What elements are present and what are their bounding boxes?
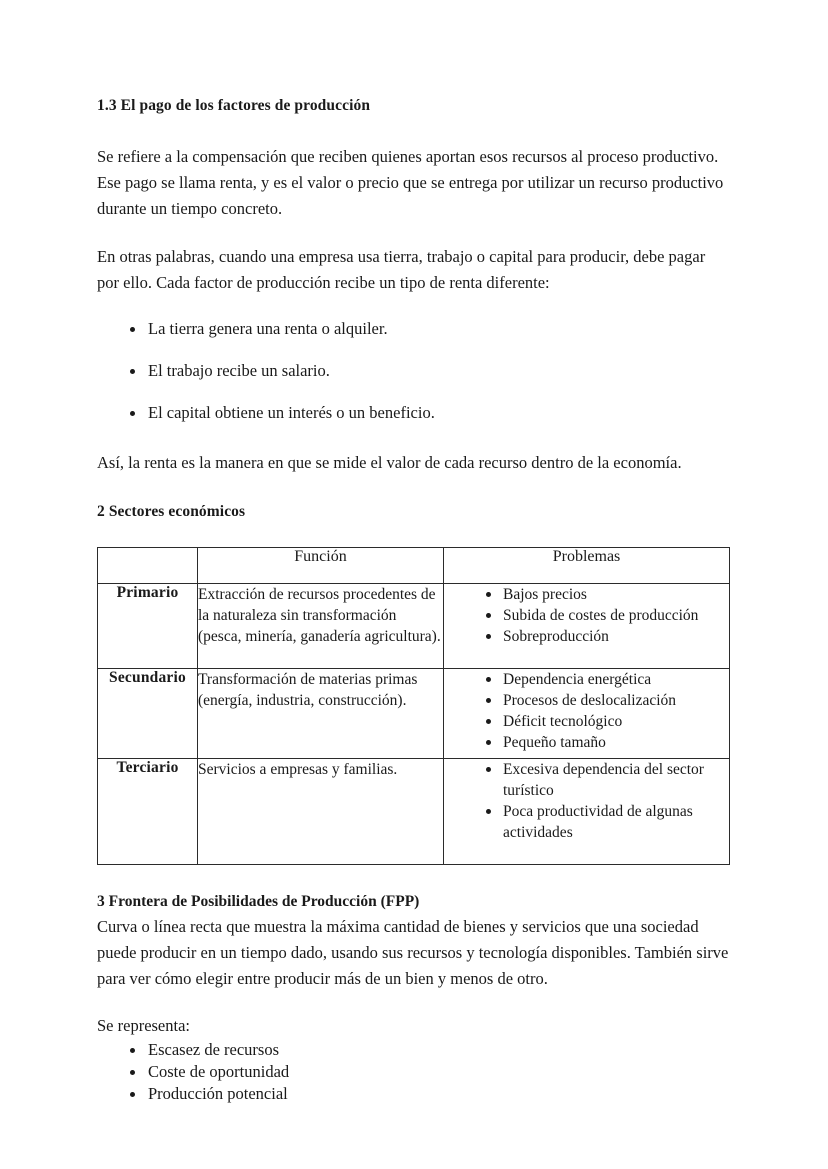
table-header-cell-empty <box>98 547 198 583</box>
list-item: Subida de costes de producción <box>444 605 729 626</box>
document-content <box>97 96 731 1105</box>
list-tipos-de-renta <box>97 316 731 426</box>
table-cell-problemas <box>444 758 730 864</box>
spacer <box>97 117 731 144</box>
table-header-row <box>98 547 730 583</box>
table-row <box>98 758 730 864</box>
list-item: El capital obtiene un interés o un beneficio. <box>97 400 731 426</box>
spacer <box>97 476 731 502</box>
table-cell-funcion: Extracción de recursos procedentes de la naturaleza sin transformación (pesca, minería, ganadería agricultura). <box>198 583 444 668</box>
table-body <box>98 583 730 864</box>
table-row <box>98 583 730 668</box>
spacer <box>97 296 731 316</box>
heading-1-3: 1.3 El pago de los factores de producción <box>97 97 371 114</box>
list-item: Procesos de deslocalización <box>444 690 729 711</box>
spacer <box>97 426 731 450</box>
paragraph-pago-definicion: Se refiere a la compensación que reciben quienes aportan esos recursos al proceso productivo. Ese pago se llama renta, y es el valor o precio que se entrega por utilizar un recurso productivo durante un tiempo concreto. <box>97 146 724 218</box>
spacer <box>97 222 731 244</box>
table-sectores-economicos <box>97 547 730 865</box>
list-item: Coste de oportunidad <box>97 1061 731 1083</box>
list-item: Pequeño tamaño <box>444 732 729 753</box>
list-item: Producción potencial <box>97 1083 731 1105</box>
heading-2-sectores: 2 Sectores económicos <box>97 502 246 520</box>
spacer <box>97 523 731 547</box>
spacer <box>97 992 731 1013</box>
table-header <box>98 547 730 583</box>
list-item: Sobreproducción <box>444 626 729 647</box>
table-cell-sector: Primario <box>98 583 198 668</box>
list-item: Escasez de recursos <box>97 1039 731 1061</box>
problemas-list <box>444 669 729 753</box>
table-cell-problemas <box>444 583 730 668</box>
problemas-list <box>444 759 729 843</box>
table-cell-sector: Secundario <box>98 668 198 758</box>
list-item: El trabajo recibe un salario. <box>97 358 731 384</box>
list-item: Déficit tecnológico <box>444 711 729 732</box>
heading-3-fpp: 3 Frontera de Posibilidades de Producción (FPP) <box>97 892 420 910</box>
paragraph-renta-conclusion: Así, la renta es la manera en que se mide el valor de cada recurso dentro de la economía. <box>97 452 682 472</box>
table-header-cell-funcion: Función <box>198 547 444 583</box>
table-cell-problemas <box>444 668 730 758</box>
subheading-se-representa: Se representa: <box>97 1015 190 1035</box>
list-item: La tierra genera una renta o alquiler. <box>97 316 731 342</box>
table-cell-sector: Terciario <box>98 758 198 864</box>
list-item: Excesiva dependencia del sector turístico <box>444 759 729 801</box>
paragraph-factores-renta: En otras palabras, cuando una empresa usa tierra, trabajo o capital para producir, debe pagar por ello. Cada factor de producción recibe un tipo de renta diferente: <box>97 246 706 292</box>
table-cell-funcion: Servicios a empresas y familias. <box>198 758 444 864</box>
paragraph-fpp-definicion: Curva o línea recta que muestra la máxima cantidad de bienes y servicios que una sociedad puede producir en un tiempo dado, usando sus recursos y tecnología disponibles. También sirve para ver cómo elegir entre producir más de un bien y menos de otro. <box>97 916 729 988</box>
problemas-list <box>444 584 729 647</box>
table-row <box>98 668 730 758</box>
list-item: Poca productividad de algunas actividades <box>444 801 729 843</box>
table-cell-funcion: Transformación de materias primas (energía, industria, construcción). <box>198 668 444 758</box>
spacer <box>97 865 731 891</box>
list-item: Bajos precios <box>444 584 729 605</box>
list-item: Dependencia energética <box>444 669 729 690</box>
table-header-cell-problemas: Problemas <box>444 547 730 583</box>
list-fpp-elementos <box>97 1039 731 1105</box>
